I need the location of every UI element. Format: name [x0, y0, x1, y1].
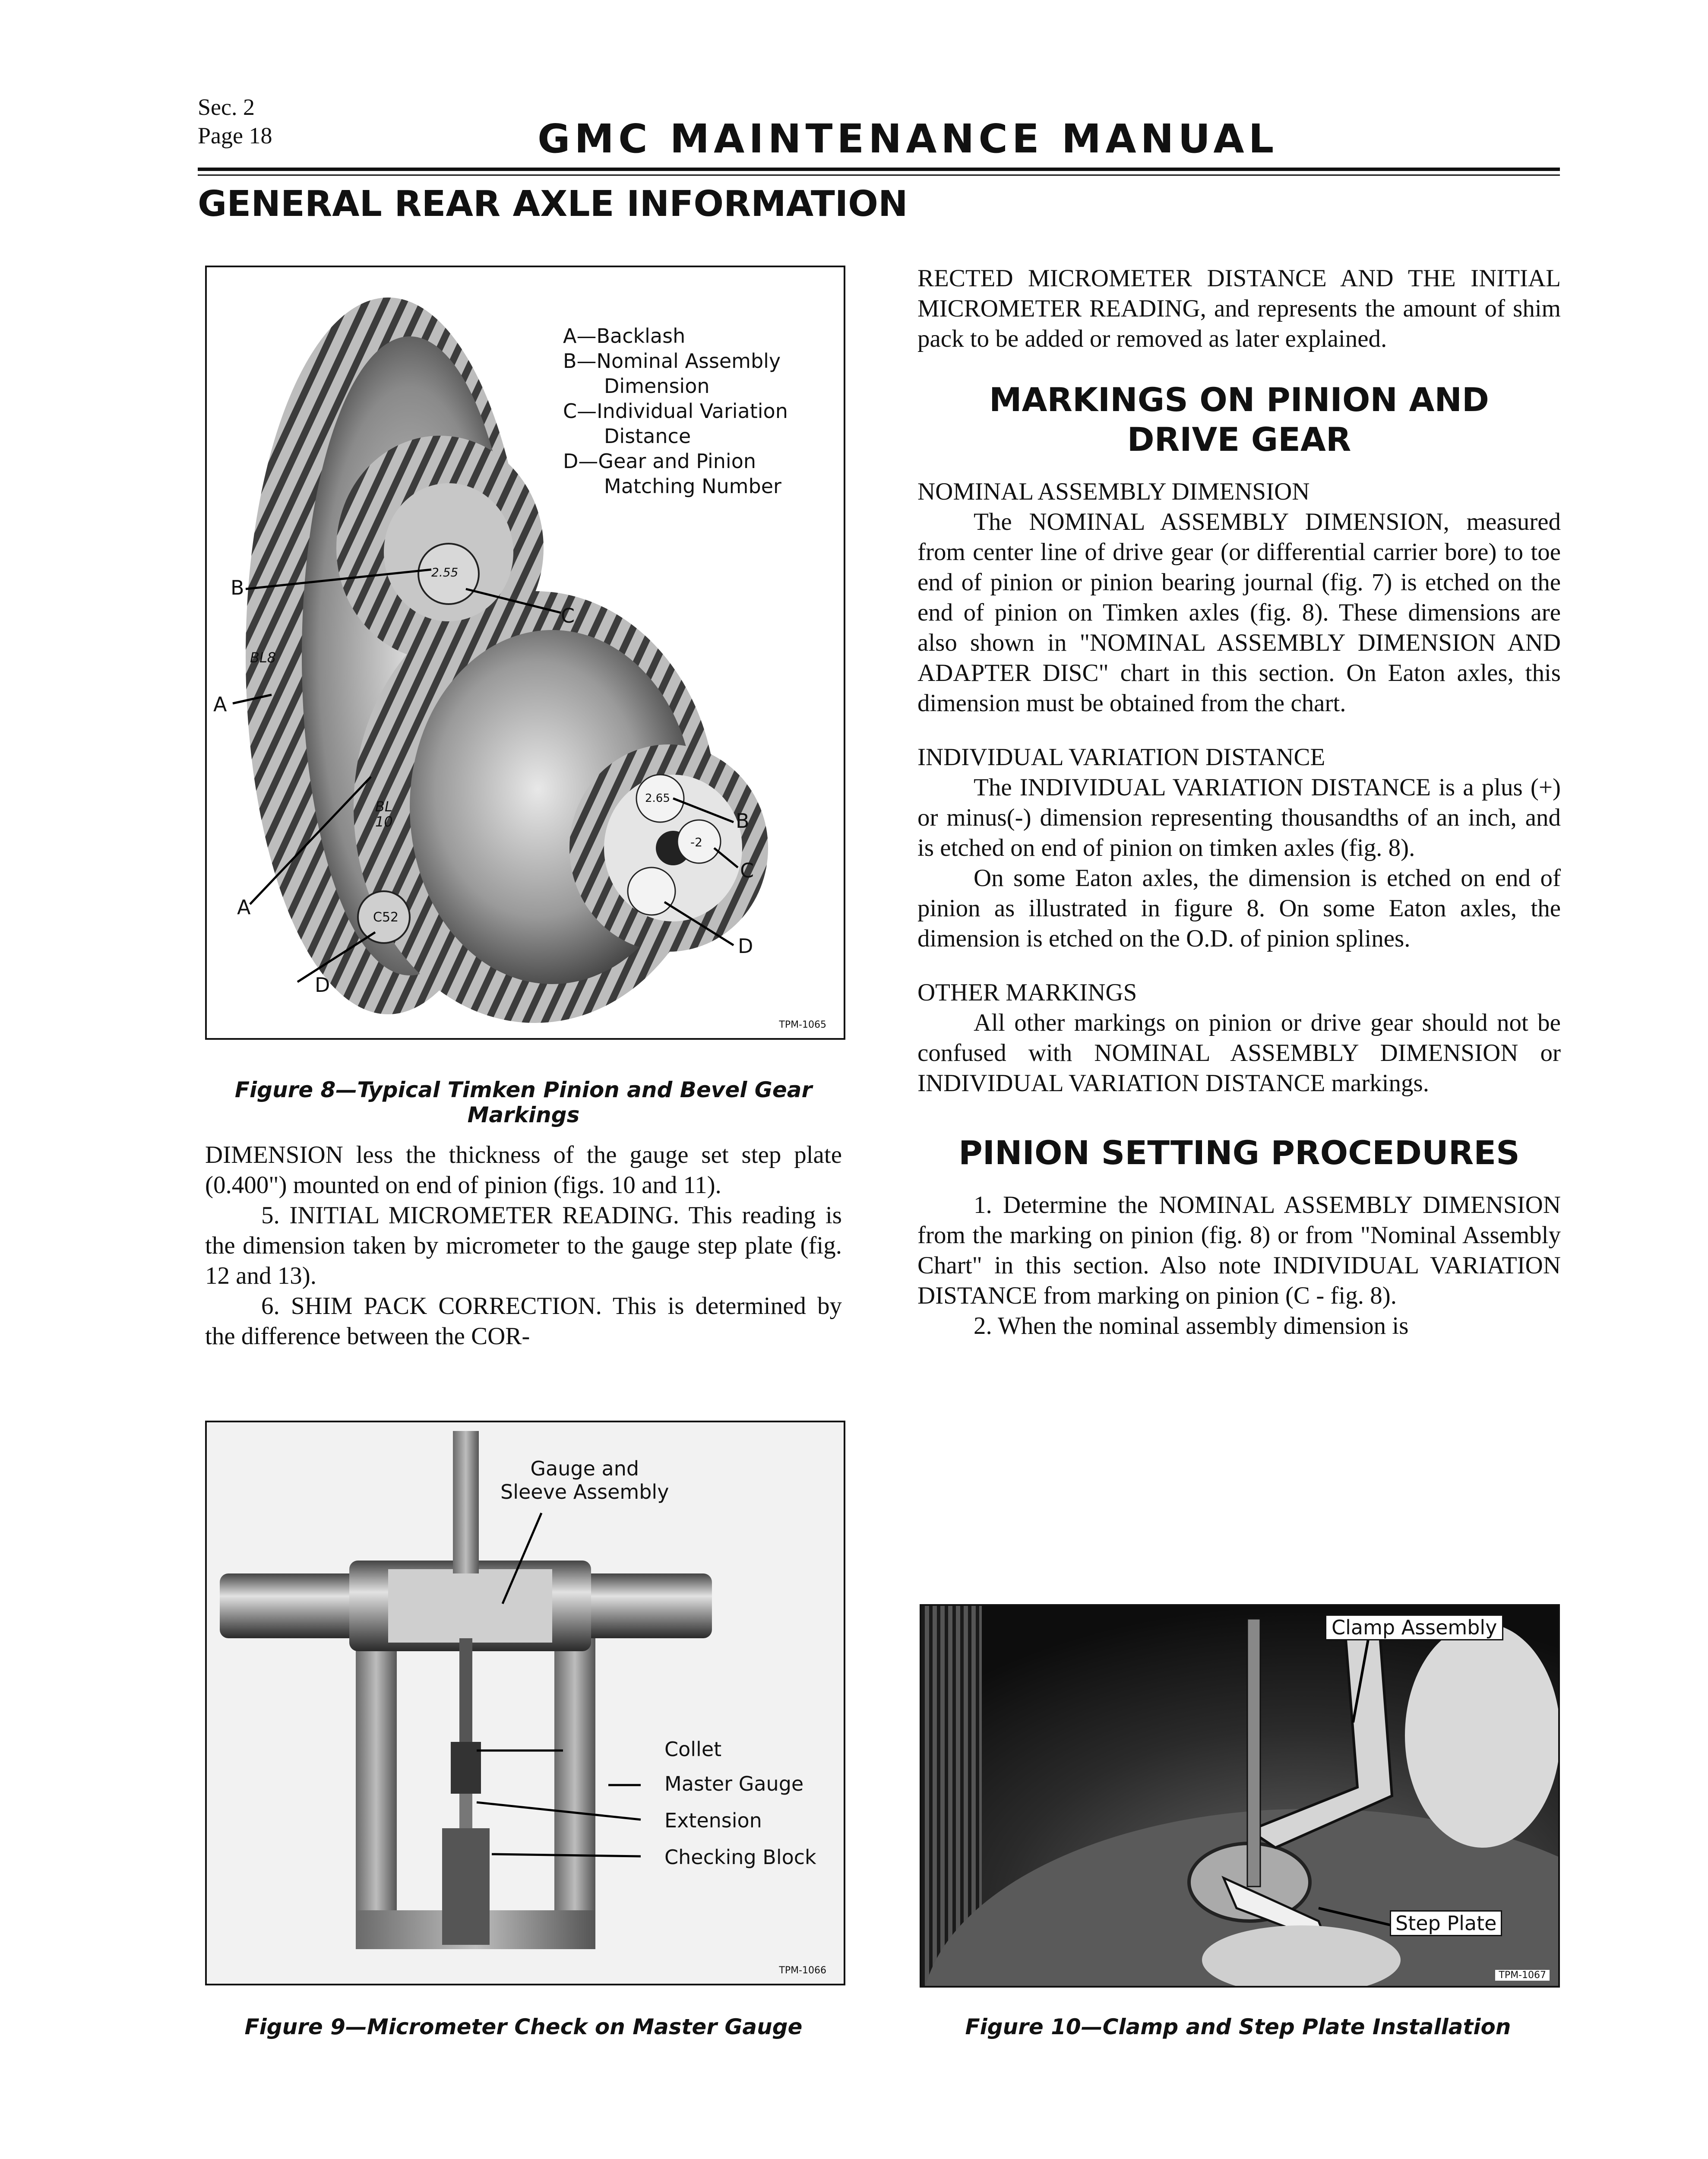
callout-b-upper: B: [231, 576, 244, 599]
callout-a-lower: A: [237, 896, 251, 919]
legend-d-cont: Matching Number: [604, 475, 781, 498]
legend-d: D—Gear and Pinion: [563, 450, 756, 473]
section-number: Sec. 2: [198, 94, 255, 120]
heading-pinion-setting: PINION SETTING PROCEDURES: [958, 1133, 1520, 1172]
label-master-gauge: Master Gauge: [664, 1772, 804, 1795]
etch-bl8: BL8: [250, 649, 276, 666]
left-paragraph-1: DIMENSION less the thickness of the gauge set step plate (0.400") mounted on end of pinion (figs. 10 and 11).: [205, 1141, 842, 1199]
subheading-other: OTHER MARKINGS: [917, 979, 1137, 1006]
right-paragraph-0: RECTED MICROMETER DISTANCE AND THE INITIAL MICROMETER READING, and represents the amount of shim pack to be added or removed as later explained.: [917, 265, 1561, 352]
legend-b-cont: Dimension: [604, 374, 710, 398]
subheading-variation: INDIVIDUAL VARIATION DISTANCE: [917, 744, 1325, 771]
figure-9-illustration: [207, 1422, 844, 1984]
legend-a: A—Backlash: [563, 324, 686, 348]
legend-b: B—Nominal Assembly: [563, 349, 781, 373]
callout-d-left: D: [315, 973, 330, 997]
label-collet: Collet: [664, 1738, 722, 1761]
callout-c-lower: C: [740, 859, 754, 882]
paragraph-other: All other markings on pinion or drive gear should not be confused with NOMINAL ASSEMBLY DIMENSION or INDIVIDUAL VARIATION DISTANCE markings.: [917, 1009, 1561, 1097]
label-gauge-line2: Sleeve Assembly: [500, 1480, 669, 1504]
figure-10: [920, 1604, 1560, 1988]
figure-9-tpm: TPM-1066: [779, 1965, 826, 1976]
header-rule-thin: [198, 174, 1560, 176]
figure-9-caption: Figure 9—Micrometer Check on Master Gauge: [244, 2014, 803, 2039]
legend-c: C—Individual Variation: [563, 399, 788, 423]
callout-d-lower: D: [738, 934, 753, 958]
page-number: Page 18: [198, 123, 272, 149]
callout-a-upper: A: [213, 693, 227, 716]
header-rule: [198, 168, 1560, 171]
heading-markings: [917, 380, 1561, 459]
label-checking-block: Checking Block: [664, 1846, 816, 1869]
subheading-nominal: NOMINAL ASSEMBLY DIMENSION: [917, 478, 1310, 505]
paragraph-step1: 1. Determine the NOMINAL ASSEMBLY DIMENSION from the marking on pinion (fig. 8) or from "Nominal Assembly Chart" in this section. Also note INDIVIDUAL VARIATION DISTANCE from marking on pinion (C - fig. 8).: [917, 1191, 1561, 1309]
etch-265: 2.65: [645, 792, 670, 805]
figure-8: [205, 266, 845, 1040]
heading-markings-line2: DRIVE GEAR: [1127, 420, 1351, 459]
paragraph-eaton: On some Eaton axles, the dimension is etched on end of pinion as illustrated in figure 8. On some Eaton axles, the dimension is etched on the O.D. of pinion splines.: [917, 864, 1561, 952]
label-gauge-line1: Gauge and: [530, 1457, 639, 1480]
figure-10-tpm: TPM-1067: [1495, 1970, 1550, 1981]
paragraph-nominal: The NOMINAL ASSEMBLY DIMENSION, measured from center line of drive gear (or differential carrier bore) to toe end of pinion or pinion bearing journal (fig. 7) is etched on the end of pinion on Timken axles (fig. 8). These dimensions are also shown in "NOMINAL ASSEMBLY DIMENSION AND ADAPTER DISC" chart in this section. On Eaton axles, this dimension must be obtained from the chart.: [917, 508, 1561, 717]
figure-10-caption: Figure 10—Clamp and Step Plate Installation: [965, 2014, 1511, 2039]
etch-bl: BL: [375, 798, 392, 815]
figure-8-legend: [563, 323, 788, 499]
label-step-plate: Step Plate: [1390, 1910, 1502, 1936]
callout-c-upper: C: [561, 604, 575, 627]
paragraph-step2: 2. When the nominal assembly dimension is: [974, 1312, 1409, 1339]
section-page-id: [198, 93, 272, 150]
heading-markings-line1: MARKINGS ON PINION AND: [989, 380, 1490, 419]
etch-neg2: -2: [690, 835, 702, 849]
section-title: GENERAL REAR AXLE INFORMATION: [198, 184, 908, 225]
paragraph-variation: The INDIVIDUAL VARIATION DISTANCE is a plus (+) or minus(-) dimension representing thousandths of an inch, and is etched on end of pinion on timken axles (fig. 8).: [917, 774, 1561, 861]
right-column-text: [917, 263, 1561, 1341]
label-gauge-sleeve: [500, 1457, 669, 1504]
label-clamp-assembly: Clamp Assembly: [1325, 1615, 1503, 1640]
manual-title: GMC MAINTENANCE MANUAL: [538, 116, 1278, 162]
left-column-text: [205, 1140, 842, 1352]
etch-255: 2.55: [431, 565, 459, 579]
figure-8-tpm: TPM-1065: [779, 1019, 826, 1030]
left-paragraph-3: 6. SHIM PACK CORRECTION. This is determined by the difference between the COR-: [205, 1292, 842, 1350]
figure-9: [205, 1421, 845, 1985]
etch-c52: C52: [373, 910, 399, 925]
legend-c-cont: Distance: [604, 424, 691, 448]
figure-8-caption: Figure 8—Typical Timken Pinion and Bevel Gear Markings: [234, 1077, 813, 1127]
etch-bl10: 10: [375, 814, 393, 830]
left-paragraph-2: 5. INITIAL MICROMETER READING. This reading is the dimension taken by micrometer to the gauge step plate (fig. 12 and 13).: [205, 1202, 842, 1289]
callout-b-lower: B: [736, 809, 750, 833]
label-extension: Extension: [664, 1809, 762, 1832]
